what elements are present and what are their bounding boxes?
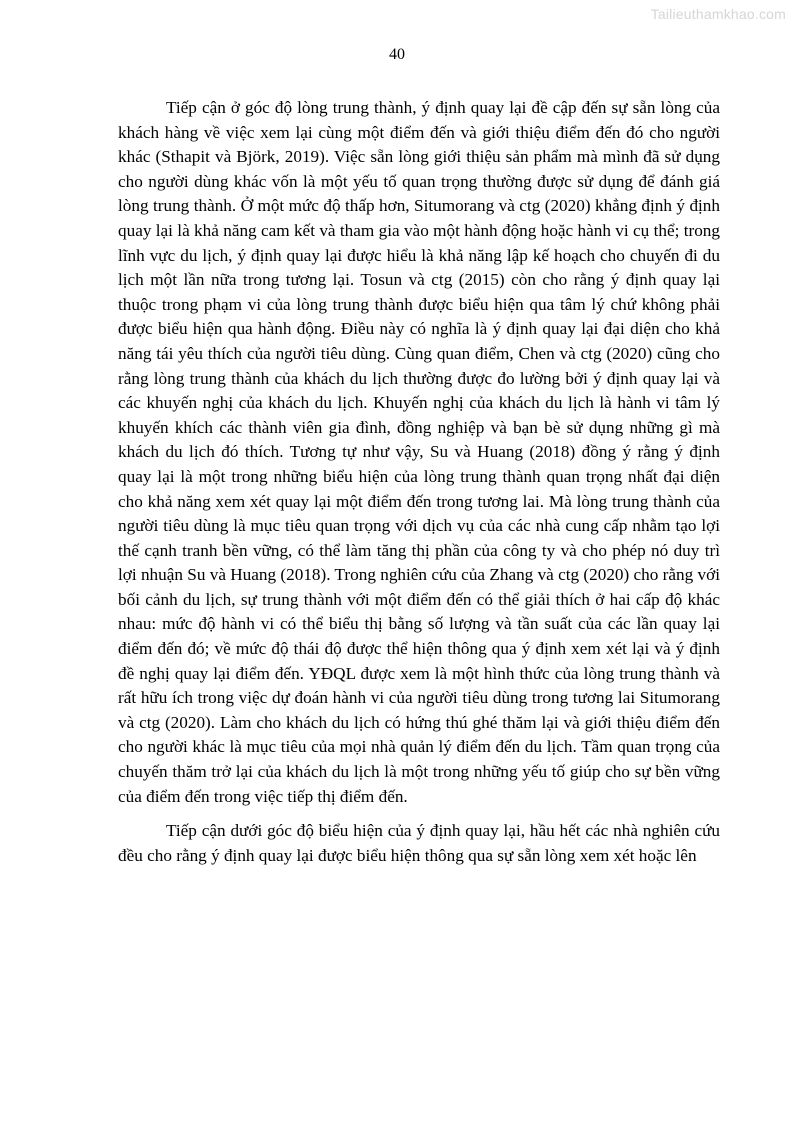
watermark: Tailieuthamkhao.com [650,6,786,22]
paragraph-1: Tiếp cận ở góc độ lòng trung thành, ý định quay lại đề cập đến sự sẵn lòng của khách hàng về việc xem lại cùng một điểm đến và giới thiệu điểm đến đó cho người khác (Sthapit và Björk, 2019). Việc sẵn lòng giới thiệu sản phẩm mà mình đã sử dụng cho người dùng khác vốn là một yếu tố quan trọng thường được sử dụng để đánh giá lòng trung thành. Ở một mức độ thấp hơn, Situmorang và ctg (2020) khẳng định ý định quay lại là khả năng cam kết và tham gia vào một hành động hoặc hành vi cụ thể; trong lĩnh vực du lịch, ý định quay lại được hiểu là khả năng lập kế hoạch cho chuyến đi du lịch một lần nữa trong tương lại. Tosun và ctg (2015) còn cho rằng ý định quay lại thuộc trong phạm vi của lòng trung thành được biểu hiện qua tâm lý chứ không phải được biểu hiện qua hành động. Điều này có nghĩa là ý định quay lại đại diện cho khả năng tái yêu thích của người tiêu dùng. Cùng quan điểm, Chen và ctg (2020) cũng cho rằng lòng trung thành của khách du lịch thường được đo lường bởi ý định quay lại và các khuyến nghị của khách du lịch. Khuyến nghị của khách du lịch là hành vi tâm lý khuyến khích các thành viên gia đình, đồng nghiệp và bạn bè sử dụng những gì mà khách du lịch đó thích. Tương tự như vậy, Su và Huang (2018) đồng ý rằng ý định quay lại là một trong những biểu hiện của lòng trung thành quan trọng nhất đại diện cho khả năng xem xét quay lại một điểm đến trong tương lai. Mà lòng trung thành của người tiêu dùng là mục tiêu quan trọng với dịch vụ của các nhà cung cấp nhằm tạo lợi thế cạnh tranh bền vững, có thể làm tăng thị phần của công ty và cho phép nó duy trì lợi nhuận Su và Huang (2018). Trong nghiên cứu của Zhang và ctg (2020) cho rằng với bối cảnh du lịch, sự trung thành với một điểm đến có thể giải thích ở hai cấp độ khác nhau: mức độ hành vi có thể biểu thị bằng số lượng và tần suất của các lần quay lại điểm đến đó; về mức độ thái độ được thể hiện thông qua ý định xem xét lại và ý định đề nghị quay lại điểm đến. YĐQL được xem là một hình thức của lòng trung thành và rất hữu ích trong việc dự đoán hành vi của người tiêu dùng trong tương lai Situmorang và ctg (2020). Làm cho khách du lịch có hứng thú ghé thăm lại và giới thiệu điểm đến cho người khác là mục tiêu của mọi nhà quản lý điểm đến du lịch. Tầm quan trọng của chuyến thăm trở lại của khách du lịch là một trong những yếu tố giúp cho sự bền vững của điểm đến trong việc tiếp thị điểm đến. [118,98,720,806]
page-number: 40 [389,46,405,63]
document-body [118,96,720,868]
paragraph-2: Tiếp cận dưới góc độ biểu hiện của ý định quay lại, hầu hết các nhà nghiên cứu đều cho rằng ý định quay lại được biểu hiện thông qua sự sẵn lòng xem xét hoặc lên [118,821,720,865]
